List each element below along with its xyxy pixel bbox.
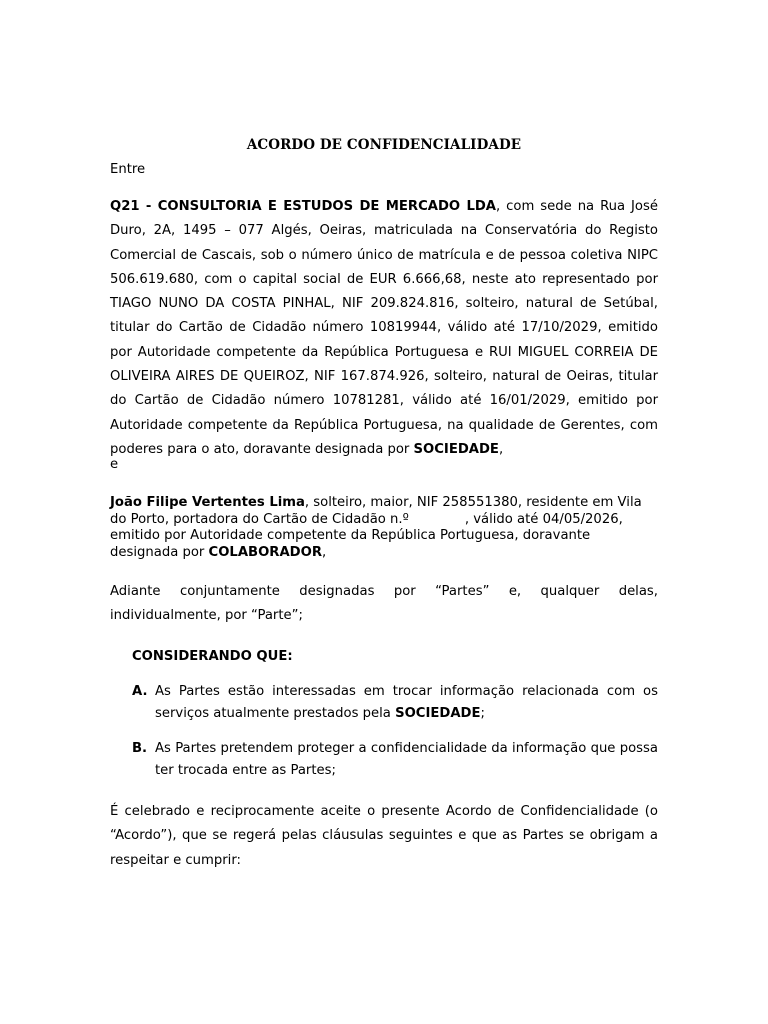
conjunction-e: e [110,457,119,472]
item-marker-a: A. [132,684,148,699]
document-title: ACORDO DE CONFIDENCIALIDADE [246,137,522,153]
closing-paragraph: É celebrado e reciprocamente aceite o presente Acordo de Confidencialidade (o “Acordo”), que se regerá pelas cláusulas seguintes e que as Partes se obrigam a respeitar e cumprir: [110,804,658,868]
considerando-item-a [132,681,658,725]
party1-paragraph [110,195,658,462]
item-a-end: ; [480,706,485,721]
considerando-item-b [132,738,658,782]
party2-paragraph [110,495,650,561]
party2-name: João Filipe Vertentes Lima [110,495,305,510]
item-a-body: As Partes estão interessadas em trocar informação relacionada com os serviços atualmente prestados pela [155,684,658,721]
party1-details: , com sede na Rua José Duro, 2A, 1495 – 077 Algés, Oeiras, matriculada na Conservatória do Registo Comercial de Cascais, sob o número único de matrícula e de pessoa coletiva NIPC 506.619.680, com o capital social de EUR 6.666,68, neste ato representado por TIAGO NUNO DA COSTA PINHAL, NIF 209.824.816, solteiro, natural de Setúbal, titular do Cartão de Cidadão número 10819944, válido até 17/10/2029, emitido por Autoridade competente da República Portuguesa e RUI MIGUEL CORREIA DE OLIVEIRA AIRES DE QUEIROZ, NIF 167.874.926, solteiro, natural de Oeiras, titular do Cartão de Cidadão número 10781281, válido até 16/01/2029, emitido por Autoridade competente da República Portuguesa, na qualidade de Gerentes, com poderes para o ato, doravante designada por [110,199,658,457]
item-a-designation: SOCIEDADE [395,706,481,721]
party1-end: , [498,441,504,457]
party2-details-2: , válido até 04/05/2026, emitido por Autoridade competente da República Portuguesa, doravante designada por [110,511,623,560]
party2-details-1: , solteiro, maior, NIF 258551380, residente em Vila do Porto, portadora do Cartão de Cidadão n.º [110,495,642,527]
party2-end: , [321,544,327,560]
party1-name: Q21 - CONSULTORIA E ESTUDOS DE MERCADO LDA [110,199,497,214]
item-text-b: As Partes pretendem proteger a confidencialidade da informação que possa ter trocada entre as Partes; [155,741,658,778]
partes-paragraph: Adiante conjuntamente designadas por “Partes” e, qualquer delas, individualmente, por “Parte”; [110,584,658,624]
item-marker-b: B. [132,741,148,756]
entre-label: Entre [110,162,146,177]
item-text-a [155,681,658,725]
considerando-heading: CONSIDERANDO QUE: [132,649,293,664]
party2-designation: COLABORADOR [208,544,322,560]
party1-designation: SOCIEDADE [413,441,499,457]
